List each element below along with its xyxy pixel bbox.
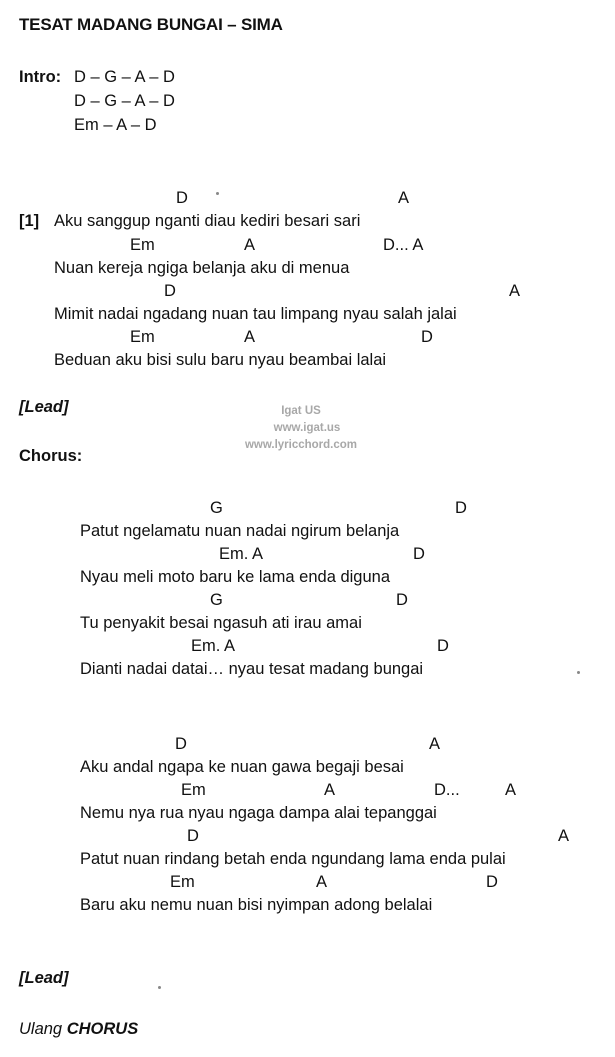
chord: Em. A xyxy=(219,545,264,563)
verse-marker: [1] xyxy=(19,212,40,230)
chord: D xyxy=(164,282,176,300)
scan-speck xyxy=(158,986,161,989)
chord: D xyxy=(413,545,425,563)
chord: G xyxy=(210,499,223,517)
chord: Em xyxy=(130,236,155,254)
intro-chords-line-3: Em – A – D xyxy=(74,116,157,134)
chord: A xyxy=(324,781,336,799)
chord: G xyxy=(210,591,223,609)
outro-chorus-emphasis: CHORUS xyxy=(66,1020,139,1038)
lyric-line: Baru aku nemu nuan bisi nyimpan adong belalai xyxy=(80,896,433,914)
lyric-line: Aku andal ngapa ke nuan gawa begaji besai xyxy=(80,758,404,776)
chord: D xyxy=(396,591,408,609)
lyric-line: Patut nuan rindang betah enda ngundang lama enda pulai xyxy=(80,850,506,868)
chord: D xyxy=(421,328,433,346)
lyric-line: Nuan kereja ngiga belanja aku di menua xyxy=(54,259,350,277)
chord: A xyxy=(398,189,410,207)
lyric-line: Patut ngelamatu nuan nadai ngirum belanja xyxy=(80,522,400,540)
chord: Em xyxy=(170,873,195,891)
watermark-line: www.igat.us xyxy=(273,422,341,434)
chord: D xyxy=(175,735,187,753)
lyric-line: Tu penyakit besai ngasuh ati irau amai xyxy=(80,614,362,632)
chord: Em xyxy=(181,781,206,799)
scan-speck xyxy=(216,192,219,195)
chord: D xyxy=(176,189,188,207)
watermark-line: Igat US xyxy=(281,405,321,417)
chord: D... xyxy=(434,781,460,799)
chord: D xyxy=(486,873,498,891)
chord: A xyxy=(244,328,256,346)
lyric-line: Nemu nya rua nyau ngaga dampa alai tepanggai xyxy=(80,804,437,822)
lead-marker: [Lead] xyxy=(19,398,69,416)
lyric-line: Mimit nadai ngadang nuan tau limpang nyau salah jalai xyxy=(54,305,457,323)
chord: D xyxy=(187,827,199,845)
chord: D xyxy=(437,637,449,655)
chord: A xyxy=(244,236,256,254)
outro-prefix: Ulang xyxy=(19,1020,67,1038)
chord: D... A xyxy=(383,236,424,254)
outro-line xyxy=(19,1019,138,1039)
chord: A xyxy=(429,735,441,753)
watermark-line: www.lyricchord.com xyxy=(244,439,358,451)
chord: A xyxy=(558,827,570,845)
scan-speck xyxy=(577,671,580,674)
lyric-line: Beduan aku bisi sulu baru nyau beambai lalai xyxy=(54,351,387,369)
lyric-line: Nyau meli moto baru ke lama enda diguna xyxy=(80,568,391,586)
chord: Em xyxy=(130,328,155,346)
chorus-label: Chorus: xyxy=(19,447,83,465)
chord: Em. A xyxy=(191,637,236,655)
intro-chords-line-2: D – G – A – D xyxy=(74,92,175,110)
lyric-line: Aku sanggup nganti diau kediri besari sari xyxy=(54,212,361,230)
chord: D xyxy=(455,499,467,517)
chord: A xyxy=(505,781,517,799)
chord: A xyxy=(509,282,521,300)
intro-chords-line-1: D – G – A – D xyxy=(74,68,175,86)
song-title: TESAT MADANG BUNGAI – SIMA xyxy=(19,15,283,34)
chord: A xyxy=(316,873,328,891)
lyric-line: Dianti nadai datai… nyau tesat madang bungai xyxy=(80,660,424,678)
intro-label: Intro: xyxy=(19,68,62,86)
lead-marker: [Lead] xyxy=(19,969,69,987)
